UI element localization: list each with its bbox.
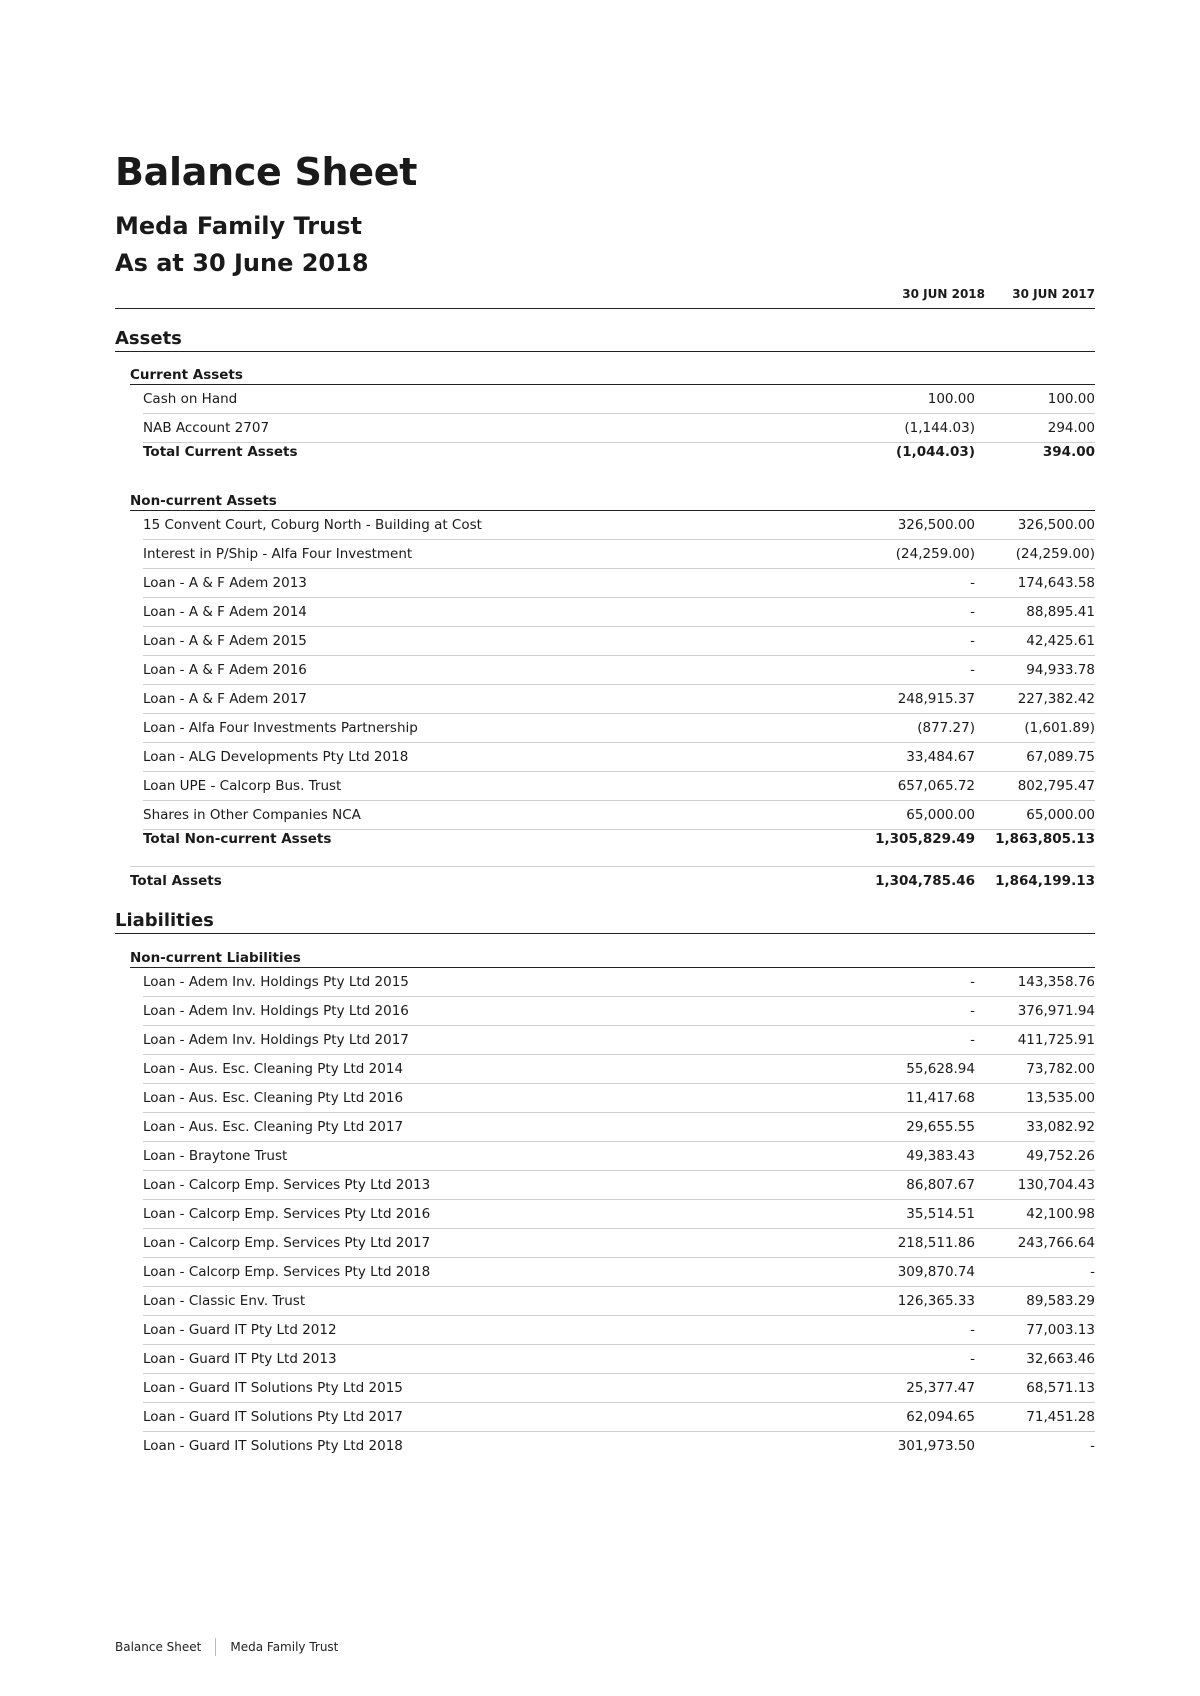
- row-label: Loan - Guard IT Solutions Pty Ltd 2018: [143, 1438, 403, 1454]
- value-2018: 657,065.72: [897, 778, 975, 794]
- section-assets: Assets: [115, 328, 1095, 352]
- table-row: [143, 714, 1095, 743]
- row-label: 15 Convent Court, Coburg North - Building at Cost: [143, 517, 482, 533]
- table-row: [143, 772, 1095, 801]
- value-2018: 100.00: [927, 391, 975, 407]
- row-label: Loan - A & F Adem 2017: [143, 691, 307, 707]
- table-row: [143, 598, 1095, 627]
- value-2017: 227,382.42: [1017, 691, 1095, 707]
- row-label: Loan - Adem Inv. Holdings Pty Ltd 2016: [143, 1003, 409, 1019]
- value-2017: 294.00: [1047, 420, 1095, 436]
- table-row: [143, 1084, 1095, 1113]
- table-row: [143, 385, 1095, 414]
- row-label: Loan - Guard IT Solutions Pty Ltd 2017: [143, 1409, 403, 1425]
- footer-report-name: Balance Sheet: [115, 1640, 202, 1654]
- row-label: Loan - Calcorp Emp. Services Pty Ltd 2018: [143, 1264, 431, 1280]
- total-current-assets-row: [143, 438, 1095, 467]
- row-label: Loan - Adem Inv. Holdings Pty Ltd 2015: [143, 974, 409, 990]
- table-row: [143, 1432, 1095, 1461]
- table-row: [143, 1142, 1095, 1171]
- table-row: [143, 1200, 1095, 1229]
- value-2017: (1,601.89): [1024, 720, 1095, 736]
- value-2018: (24,259.00): [895, 546, 975, 562]
- value-2017: 67,089.75: [1026, 749, 1095, 765]
- table-row: [143, 1026, 1095, 1055]
- value-2017: 42,425.61: [1026, 633, 1095, 649]
- value-2017: (24,259.00): [1015, 546, 1095, 562]
- row-label: Total Assets: [130, 873, 222, 889]
- value-2018: -: [970, 1351, 975, 1367]
- header-divider: [115, 308, 1095, 309]
- value-2018: 86,807.67: [906, 1177, 975, 1193]
- table-row: [143, 627, 1095, 656]
- row-label: Loan - Braytone Trust: [143, 1148, 288, 1164]
- value-2018: 49,383.43: [906, 1148, 975, 1164]
- value-2018: (1,144.03): [904, 420, 975, 436]
- value-2017: 130,704.43: [1017, 1177, 1095, 1193]
- value-2017: 77,003.13: [1026, 1322, 1095, 1338]
- row-label: Total Current Assets: [143, 444, 298, 460]
- group-current-assets: Current Assets: [130, 367, 1095, 385]
- value-2017: 13,535.00: [1026, 1090, 1095, 1106]
- value-2017: 94,933.78: [1026, 662, 1095, 678]
- value-2018: 309,870.74: [897, 1264, 975, 1280]
- value-2018: -: [970, 1032, 975, 1048]
- value-2017: 1,863,805.13: [995, 831, 1095, 847]
- row-label: Loan - A & F Adem 2016: [143, 662, 307, 678]
- row-label: Loan - Aus. Esc. Cleaning Pty Ltd 2014: [143, 1061, 404, 1077]
- value-2018: 65,000.00: [906, 807, 975, 823]
- table-row: [143, 1345, 1095, 1374]
- table-row: [143, 685, 1095, 714]
- row-label: Loan - A & F Adem 2015: [143, 633, 307, 649]
- row-label: Loan - Guard IT Pty Ltd 2012: [143, 1322, 337, 1338]
- value-2017: 71,451.28: [1026, 1409, 1095, 1425]
- table-row: [143, 968, 1095, 997]
- table-row: [143, 1171, 1095, 1200]
- row-label: Loan - Calcorp Emp. Services Pty Ltd 2017: [143, 1235, 431, 1251]
- footer-divider: [215, 1638, 216, 1656]
- value-2017: 100.00: [1047, 391, 1095, 407]
- value-2017: 49,752.26: [1026, 1148, 1095, 1164]
- table-row: [143, 1403, 1095, 1432]
- value-2017: 32,663.46: [1026, 1351, 1095, 1367]
- report-title: Balance Sheet: [115, 150, 418, 194]
- value-2018: 1,304,785.46: [875, 873, 975, 889]
- value-2018: -: [970, 633, 975, 649]
- value-2017: 42,100.98: [1026, 1206, 1095, 1222]
- value-2018: 33,484.67: [906, 749, 975, 765]
- row-label: Interest in P/Ship - Alfa Four Investment: [143, 546, 413, 562]
- value-2017: 243,766.64: [1017, 1235, 1095, 1251]
- row-label: Loan - A & F Adem 2013: [143, 575, 307, 591]
- table-row: [143, 656, 1095, 685]
- table-row: [143, 1316, 1095, 1345]
- value-2018: 301,973.50: [897, 1438, 975, 1454]
- value-2017: 88,895.41: [1026, 604, 1095, 620]
- row-label: Loan - Guard IT Solutions Pty Ltd 2015: [143, 1380, 403, 1396]
- table-row: [143, 540, 1095, 569]
- value-2018: 248,915.37: [897, 691, 975, 707]
- row-label: Shares in Other Companies NCA: [143, 807, 361, 823]
- value-2018: 11,417.68: [906, 1090, 975, 1106]
- row-label: Loan - Calcorp Emp. Services Pty Ltd 2013: [143, 1177, 431, 1193]
- value-2018: 62,094.65: [906, 1409, 975, 1425]
- table-row: [143, 1229, 1095, 1258]
- value-2017: 394.00: [1042, 444, 1095, 460]
- section-liabilities: Liabilities: [115, 910, 1095, 934]
- table-row: [143, 1055, 1095, 1084]
- report-date: As at 30 June 2018: [115, 249, 369, 277]
- row-label: Loan UPE - Calcorp Bus. Trust: [143, 778, 342, 794]
- group-noncurrent-liabilities: Non-current Liabilities: [130, 950, 1095, 968]
- value-2017: -: [1090, 1264, 1095, 1280]
- value-2018: (877.27): [917, 720, 975, 736]
- value-2017: 89,583.29: [1026, 1293, 1095, 1309]
- value-2017: 376,971.94: [1017, 1003, 1095, 1019]
- value-2018: -: [970, 604, 975, 620]
- value-2018: -: [970, 1003, 975, 1019]
- table-row: [143, 743, 1095, 772]
- value-2018: -: [970, 575, 975, 591]
- table-row: [143, 569, 1095, 598]
- row-label: Cash on Hand: [143, 391, 238, 407]
- value-2018: 218,511.86: [897, 1235, 975, 1251]
- entity-name: Meda Family Trust: [115, 212, 362, 240]
- page-footer: [115, 1638, 338, 1656]
- table-row: [143, 1287, 1095, 1316]
- footer-entity-name: Meda Family Trust: [230, 1640, 339, 1654]
- value-2017: 802,795.47: [1017, 778, 1095, 794]
- value-2018: -: [970, 1322, 975, 1338]
- table-row: [143, 1113, 1095, 1142]
- table-row: [143, 997, 1095, 1026]
- group-noncurrent-assets: Non-current Assets: [130, 493, 1095, 511]
- value-2017: 65,000.00: [1026, 807, 1095, 823]
- column-header-2017: 30 JUN 2017: [1012, 287, 1095, 301]
- value-2018: 55,628.94: [906, 1061, 975, 1077]
- table-row: [143, 1374, 1095, 1403]
- row-label: Loan - A & F Adem 2014: [143, 604, 307, 620]
- row-label: NAB Account 2707: [143, 420, 270, 436]
- row-label: Loan - Aus. Esc. Cleaning Pty Ltd 2017: [143, 1119, 404, 1135]
- value-2018: 1,305,829.49: [875, 831, 975, 847]
- value-2018: 326,500.00: [897, 517, 975, 533]
- value-2017: 1,864,199.13: [995, 873, 1095, 889]
- value-2017: 68,571.13: [1026, 1380, 1095, 1396]
- value-2018: 126,365.33: [897, 1293, 975, 1309]
- row-label: Loan - Adem Inv. Holdings Pty Ltd 2017: [143, 1032, 409, 1048]
- value-2017: 33,082.92: [1026, 1119, 1095, 1135]
- row-label: Loan - Aus. Esc. Cleaning Pty Ltd 2016: [143, 1090, 404, 1106]
- column-header-2018: 30 JUN 2018: [902, 287, 985, 301]
- row-label: Loan - ALG Developments Pty Ltd 2018: [143, 749, 409, 765]
- total-noncurrent-assets-row: [143, 825, 1095, 854]
- row-label: Total Non-current Assets: [143, 831, 332, 847]
- value-2018: -: [970, 974, 975, 990]
- row-label: Loan - Guard IT Pty Ltd 2013: [143, 1351, 337, 1367]
- value-2017: 73,782.00: [1026, 1061, 1095, 1077]
- value-2018: 35,514.51: [906, 1206, 975, 1222]
- value-2018: 25,377.47: [906, 1380, 975, 1396]
- value-2018: (1,044.03): [896, 444, 975, 460]
- value-2018: -: [970, 662, 975, 678]
- row-label: Loan - Alfa Four Investments Partnership: [143, 720, 418, 736]
- value-2017: 174,643.58: [1017, 575, 1095, 591]
- value-2017: 411,725.91: [1017, 1032, 1095, 1048]
- value-2018: 29,655.55: [906, 1119, 975, 1135]
- row-label: Loan - Classic Env. Trust: [143, 1293, 306, 1309]
- table-row: [143, 1258, 1095, 1287]
- row-label: Loan - Calcorp Emp. Services Pty Ltd 2016: [143, 1206, 431, 1222]
- value-2017: 326,500.00: [1017, 517, 1095, 533]
- table-row: [143, 511, 1095, 540]
- value-2017: 143,358.76: [1017, 974, 1095, 990]
- total-assets-row: [130, 866, 1095, 895]
- value-2017: -: [1090, 1438, 1095, 1454]
